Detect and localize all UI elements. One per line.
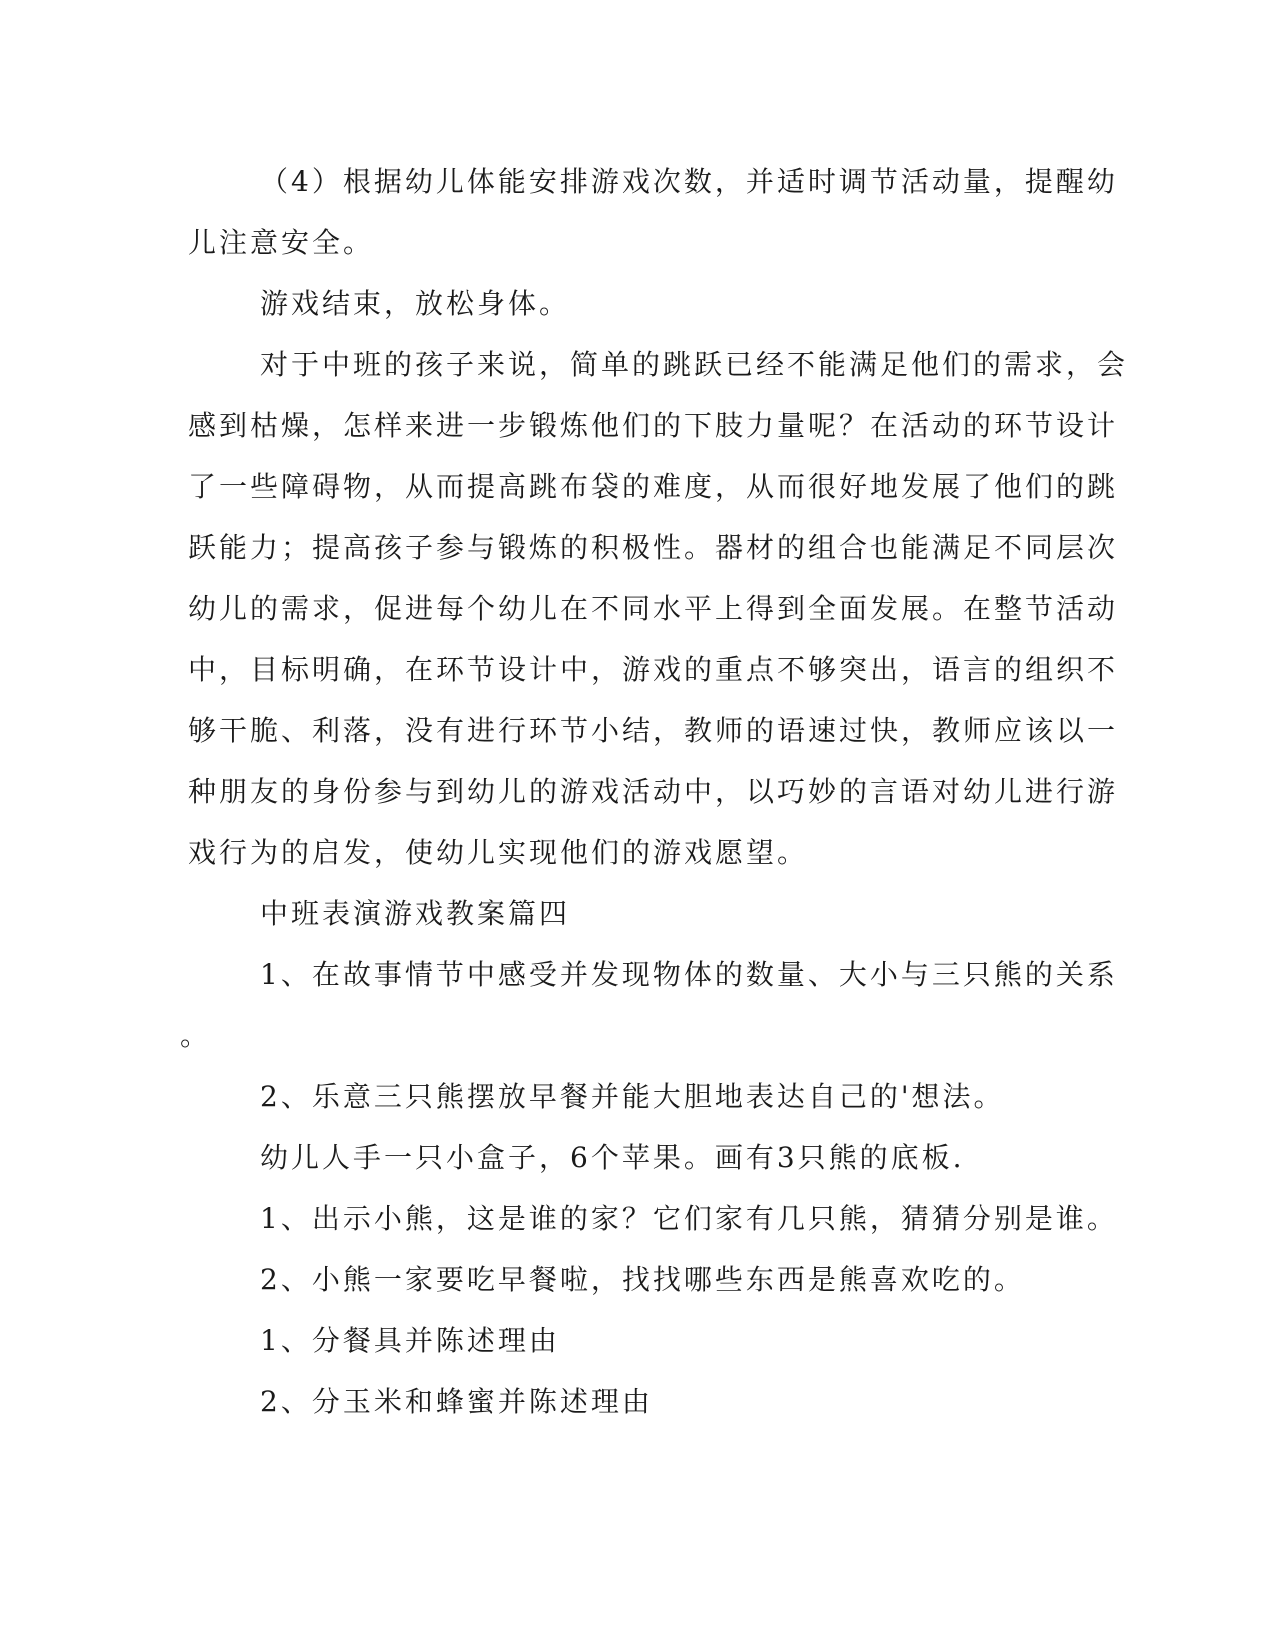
text-line: 戏行为的启发，使幼儿实现他们的游戏愿望。 [188,836,809,869]
document-body [180,151,1129,1432]
text-line: 感到枯燥，怎样来进一步锻炼他们的下肢力量呢？在活动的环节设计 [188,409,1119,442]
text-line: 游戏结束，放松身体。 [260,287,571,320]
text-line: 1、出示小熊，这是谁的家？它们家有几只熊，猜猜分别是谁。 [260,1202,1118,1235]
process-item-2 [188,1249,1068,1310]
paragraph-safety-note [188,151,1118,273]
text-line: 幼儿的需求，促进每个幼儿在不同水平上得到全面发展。在整节活动 [188,592,1119,625]
text-line: 。 [180,1019,212,1052]
text-line: 儿注意安全。 [188,226,375,259]
paragraph-reflection [188,334,1129,883]
text-line: 了一些障碍物，从而提高跳布袋的难度，从而很好地发展了他们的跳 [188,470,1119,503]
text-line: 种朋友的身份参与到幼儿的游戏活动中，以巧妙的言语对幼儿进行游 [188,775,1119,808]
section-heading [188,883,1068,944]
text-line: 1、分餐具并陈述理由 [260,1324,560,1357]
process-subitem-1 [188,1310,1068,1371]
text-line: 2、小熊一家要吃早餐啦，找找哪些东西是熊喜欢吃的。 [260,1263,1025,1296]
goal-item-2 [188,1066,1068,1127]
materials [188,1127,1068,1188]
process-subitem-2 [188,1371,1068,1432]
text-line: 幼儿人手一只小盒子，6个苹果。画有3只熊的底板. [260,1141,965,1174]
goal-item-1 [180,944,1118,1066]
text-line: 2、乐意三只熊摆放早餐并能大胆地表达自己的'想法。 [260,1080,1005,1113]
text-line: （4）根据幼儿体能安排游戏次数，并适时调节活动量，提醒幼 [260,165,1118,198]
text-line: 1、在故事情节中感受并发现物体的数量、大小与三只熊的关系 [260,958,1118,991]
process-item-1 [188,1188,1118,1249]
text-line: 跃能力；提高孩子参与锻炼的积极性。器材的组合也能满足不同层次 [188,531,1119,564]
text-line: 对于中班的孩子来说，简单的跳跃已经不能满足他们的需求，会 [260,348,1129,381]
paragraph-game-end [188,273,1068,334]
text-line: 中班表演游戏教案篇四 [260,897,571,930]
text-line: 够干脆、利落，没有进行环节小结，教师的语速过快，教师应该以一 [188,714,1119,747]
text-line: 中，目标明确，在环节设计中，游戏的重点不够突出，语言的组织不 [188,653,1119,686]
text-line: 2、分玉米和蜂蜜并陈述理由 [260,1385,653,1418]
